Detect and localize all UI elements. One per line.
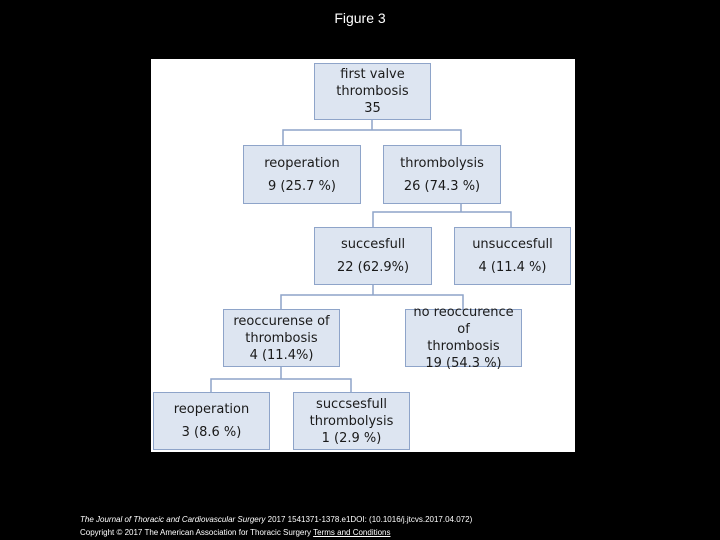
node-label: unsuccesfull [472, 237, 553, 252]
node-label-line1: no reoccurence of [413, 305, 514, 337]
citation-line [80, 515, 472, 525]
node-value: 22 (62.9%) [336, 260, 410, 275]
node-label-line2: thrombosis [427, 339, 500, 354]
node-reoccurense-of-thrombosis [223, 309, 340, 367]
node-succsesfull-thrombolysis [293, 392, 410, 450]
node-value: 19 (54.3 %) [425, 356, 502, 371]
node-label: thrombolysis [400, 155, 484, 171]
citation-text: 2017 1541371-1378.e1DOI: (10.1016/j.jtcvs.2017.04.072) [265, 515, 473, 524]
node-reoperation-first [243, 145, 361, 204]
node-label-line1: first valve [340, 67, 405, 82]
node-first-valve-thrombosis [314, 63, 431, 120]
node-value: 4 (11.4%) [249, 347, 314, 363]
node-value: 4 (11.4 %) [478, 260, 547, 275]
connector-level-4 [211, 367, 351, 392]
copyright-text: Copyright © 2017 The American Association for Thoracic Surgery [80, 528, 312, 537]
node-label-line2: thrombosis [336, 84, 409, 99]
node-label: reoperation [173, 402, 250, 417]
node-value: 9 (25.7 %) [268, 178, 336, 194]
node-label-line1: reoccurense of [233, 313, 330, 329]
node-label: reoperation [264, 155, 340, 171]
node-reoperation-second [153, 392, 270, 450]
copyright-line [80, 528, 391, 538]
node-succesfull [314, 227, 432, 285]
node-value: 35 [364, 101, 381, 116]
flowchart-figure [151, 59, 575, 452]
node-value: 26 (74.3 %) [403, 178, 481, 194]
node-label-line1: succsesfull [316, 396, 387, 412]
terms-and-conditions-link[interactable]: Terms and Conditions [313, 528, 391, 537]
node-label-line2: thrombosis [245, 330, 318, 346]
node-label: succesfull [340, 237, 406, 252]
connector-level-1 [283, 120, 461, 145]
node-no-reoccurence-of-thrombosis [405, 305, 522, 371]
connector-level-2 [373, 203, 511, 227]
node-label-line2: thrombolysis [309, 413, 394, 429]
node-value: 3 (8.6 %) [181, 425, 242, 440]
node-unsuccesfull [454, 227, 571, 285]
node-thrombolysis [383, 145, 501, 204]
node-value: 1 (2.9 %) [321, 430, 382, 446]
journal-name: The Journal of Thoracic and Cardiovascular Surgery [80, 515, 266, 524]
figure-title: Figure 3 [334, 10, 386, 26]
